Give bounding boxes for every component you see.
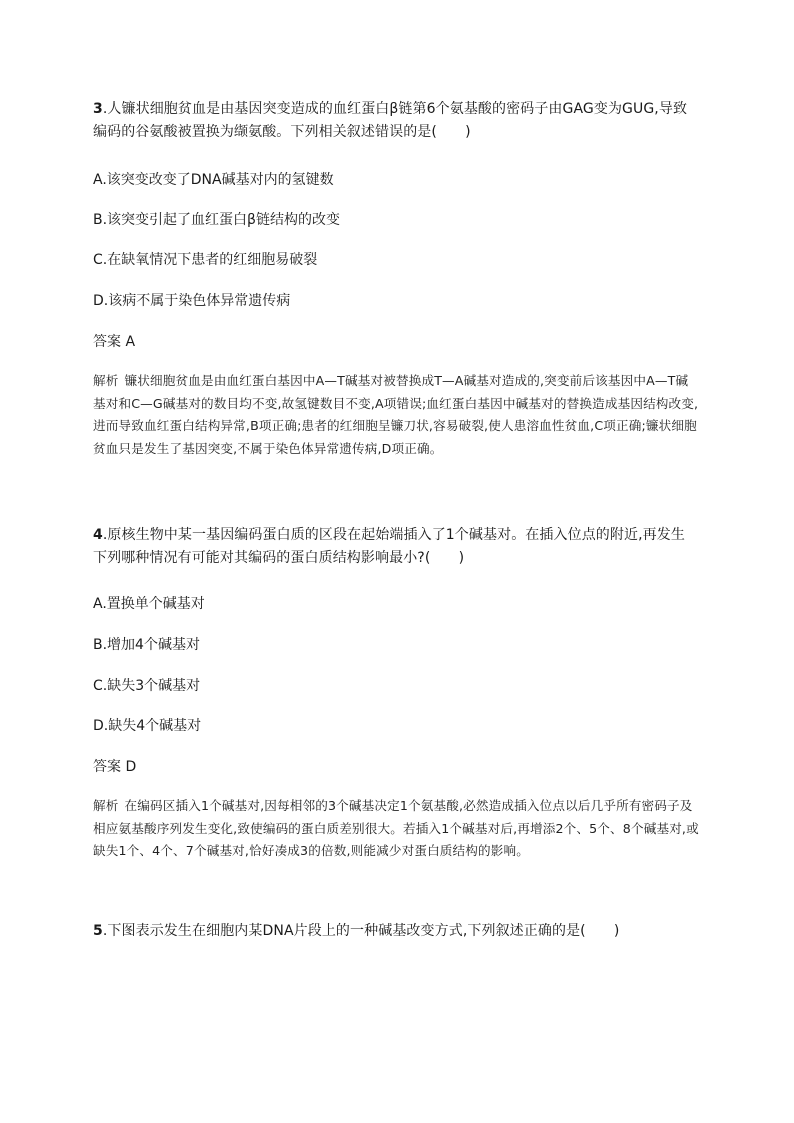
question-text: .人镰状细胞贫血是由基因突变造成的血红蛋白β链第6个氨基酸的密码子由GAG变为GUG,导致编码的谷氨酸被置换为缬氨酸。下列相关叙述错误的是( ) xyxy=(93,101,688,140)
answer: 答案 A xyxy=(93,334,136,350)
question-text: .原核生物中某一基因编码蛋白质的区段在起始端插入了1个碱基对。在插入位点的附近,再发生下列哪种情况有可能对其编码的蛋白质结构影响最小?( ) xyxy=(93,527,685,566)
question-number: 3 xyxy=(93,101,103,117)
option-d: D.该病不属于染色体异常遗传病 xyxy=(93,293,291,309)
option-c: C.在缺氧情况下患者的红细胞易破裂 xyxy=(93,252,318,268)
option-a: A.置换单个碱基对 xyxy=(93,596,205,612)
option-b: B.该突变引起了血红蛋白β链结构的改变 xyxy=(93,212,340,228)
question-number: 5 xyxy=(93,923,103,939)
question-text: .下图表示发生在细胞内某DNA片段上的一种碱基改变方式,下列叙述正确的是( ) xyxy=(102,923,620,939)
explanation xyxy=(93,795,699,863)
question-5-stem xyxy=(93,920,699,943)
option-d: D.缺失4个碱基对 xyxy=(93,718,202,734)
explanation-label: 解析 xyxy=(93,798,119,813)
option-a: A.该突变改变了DNA碱基对内的氢键数 xyxy=(93,172,334,188)
question-4-stem xyxy=(93,524,699,570)
explanation-label: 解析 xyxy=(93,373,119,388)
explanation-text: 镰状细胞贫血是由血红蛋白基因中A—T碱基对被替换成T—A碱基对造成的,突变前后该基因中A—T碱基对和C—G碱基对的数目均不变,故氢键数目不变,A项错误;血红蛋白基因中碱基对的替换造成基因结构改变,进而导致血红蛋白结构异常,B项正确;患者的红细胞呈镰刀状,容易破裂,使人患溶血性贫血,C项正确;镰状细胞贫血只是发生了基因突变,不属于染色体异常遗传病,D项正确。 xyxy=(93,373,699,456)
answer: 答案 D xyxy=(93,759,137,775)
question-number: 4 xyxy=(93,527,103,543)
option-b: B.增加4个碱基对 xyxy=(93,637,200,653)
explanation xyxy=(93,370,699,460)
option-c: C.缺失3个碱基对 xyxy=(93,678,201,694)
question-3-stem xyxy=(93,98,699,144)
explanation-text: 在编码区插入1个碱基对,因每相邻的3个碱基决定1个氨基酸,必然造成插入位点以后几乎所有密码子及相应氨基酸序列发生变化,致使编码的蛋白质差别很大。若插入1个碱基对后,再增添2个、5个、8个碱基对,或缺失1个、4个、7个碱基对,恰好凑成3的倍数,则能减少对蛋白质结构的影响。 xyxy=(93,798,699,858)
